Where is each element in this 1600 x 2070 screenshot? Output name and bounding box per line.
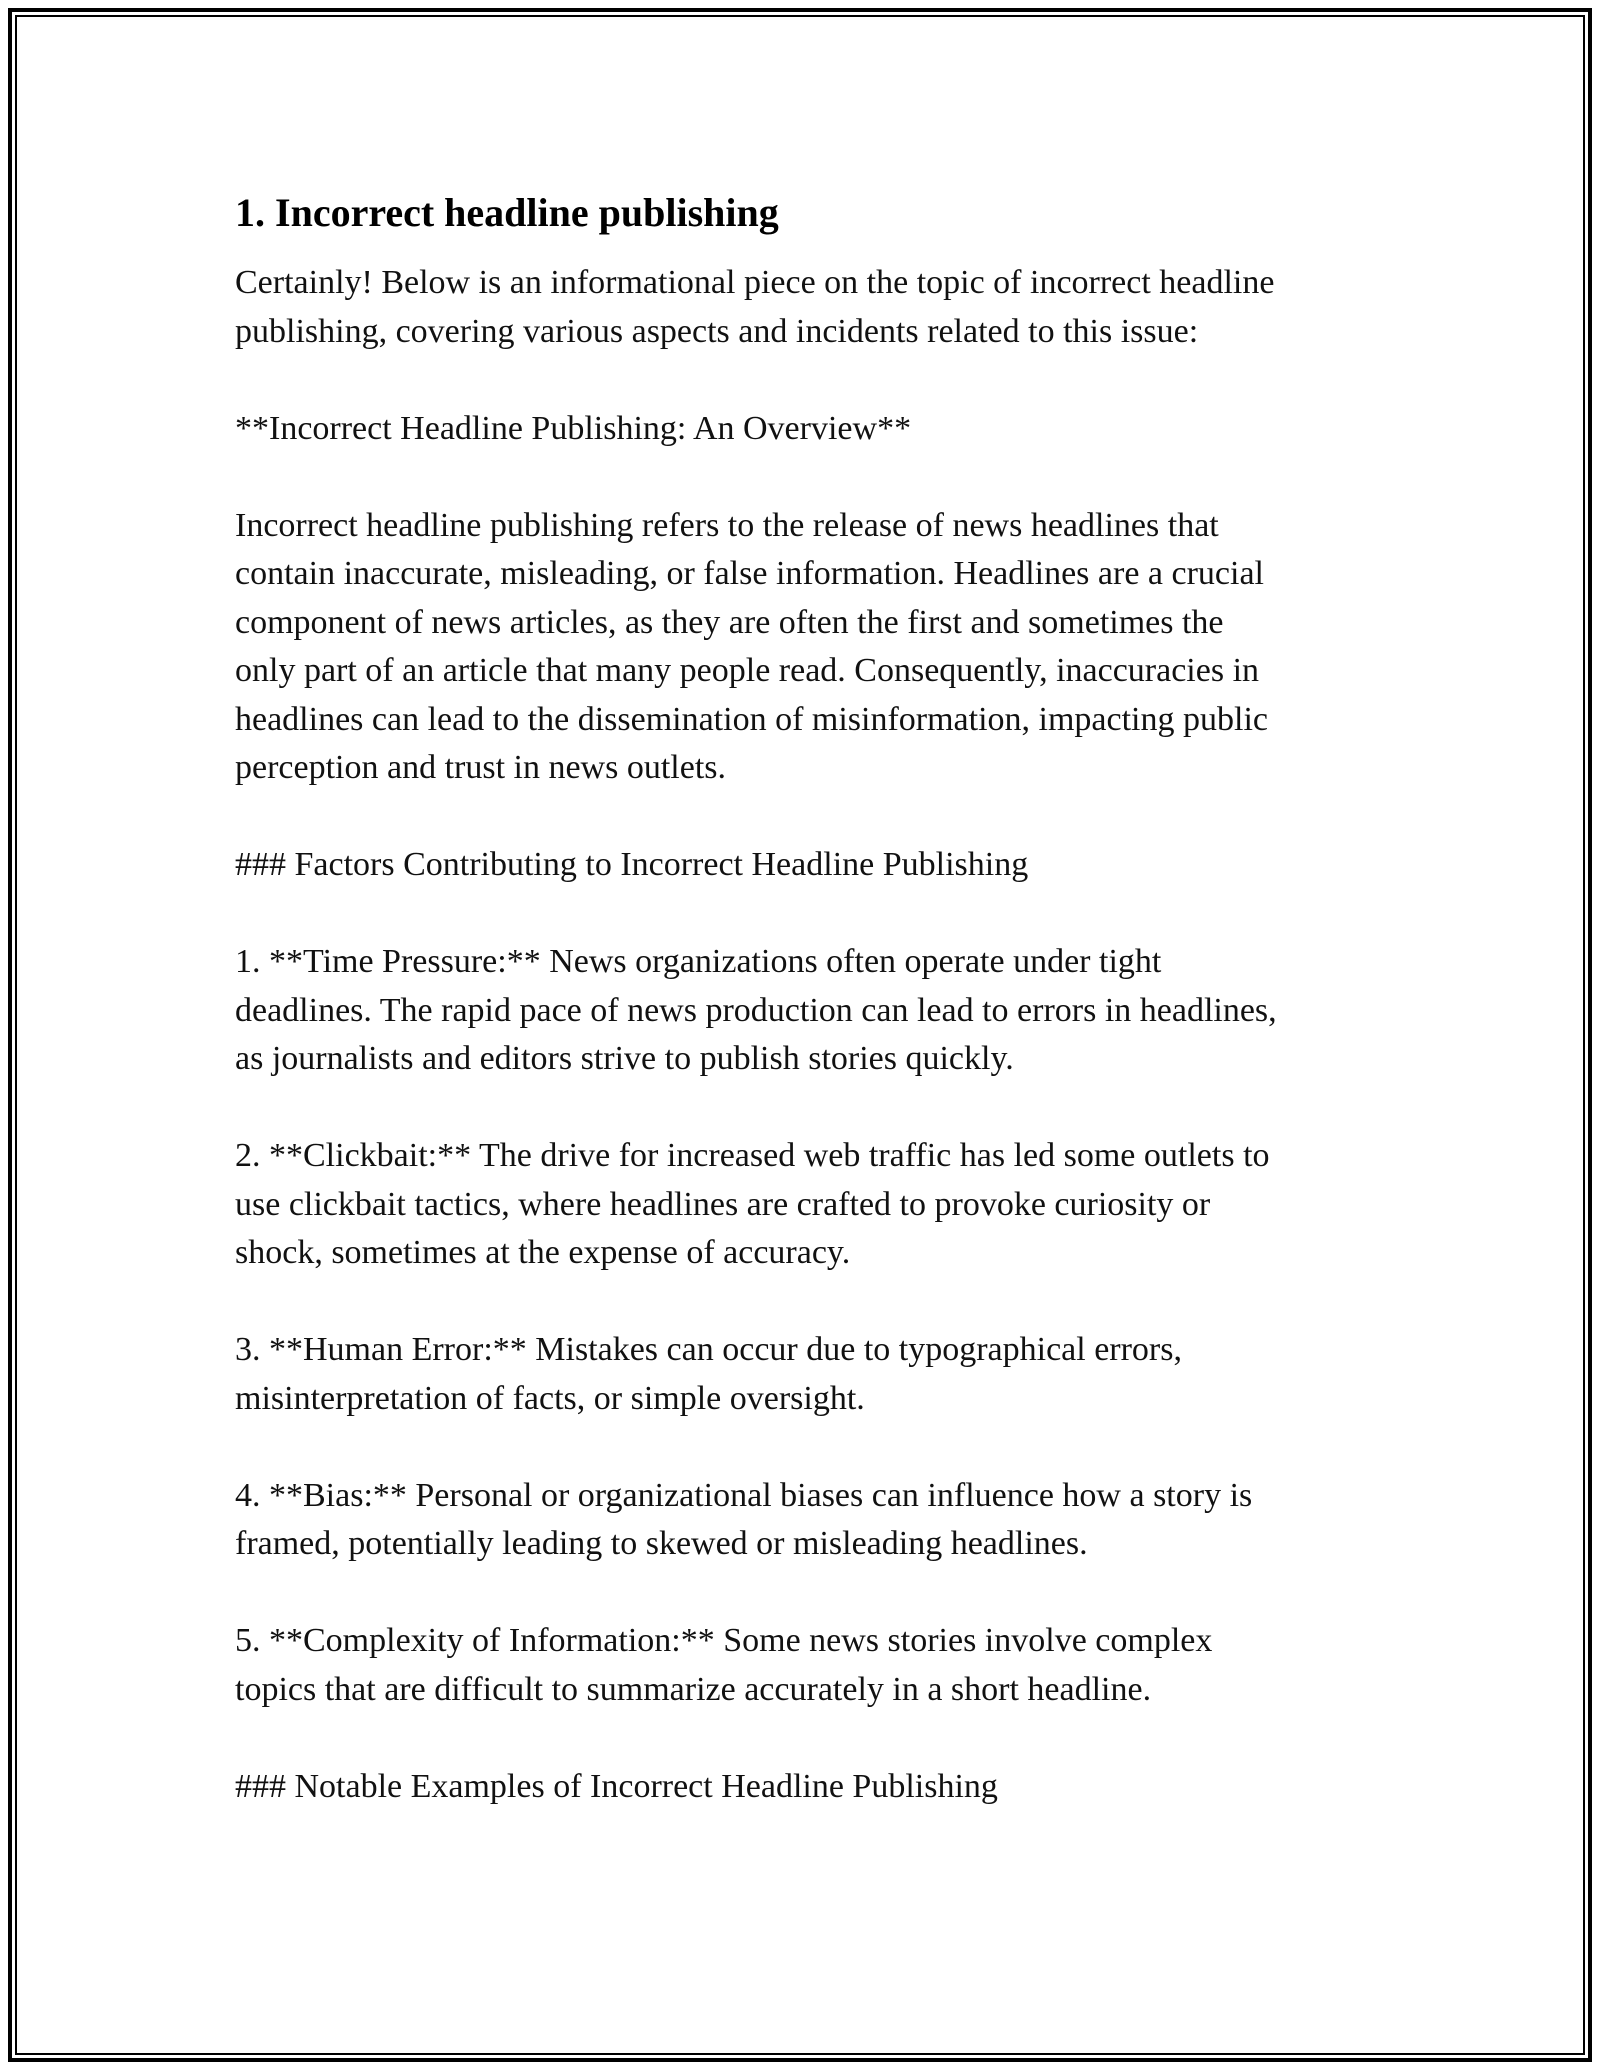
- text-line: framed, potentially leading to skewed or misleading headlines.: [235, 1525, 1088, 1562]
- text-line: 5. **Complexity of Information:** Some news stories involve complex: [235, 1622, 1213, 1659]
- text-line: perception and trust in news outlets.: [235, 749, 727, 786]
- text-line: 3. **Human Error:** Mistakes can occur due to typographical errors,: [235, 1331, 1182, 1368]
- text-line: deadlines. The rapid pace of news production can lead to errors in headlines,: [235, 991, 1277, 1029]
- text-line: ### Notable Examples of Incorrect Headline Publishing: [235, 1767, 998, 1805]
- text-line: 4. **Bias:** Personal or organizational biases can influence how a story is: [235, 1476, 1253, 1514]
- text-line: publishing, covering various aspects and incidents related to this issue:: [235, 312, 1199, 350]
- paragraph-factors-heading: [235, 841, 1365, 890]
- document-title: 1. Incorrect headline publishing: [235, 190, 779, 235]
- text-line: Incorrect headline publishing refers to the release of news headlines that: [235, 506, 1219, 544]
- text-line: headlines can lead to the dissemination of misinformation, impacting public: [235, 700, 1268, 738]
- text-line: misinterpretation of facts, or simple oversight.: [235, 1379, 865, 1417]
- paragraph-definition: [235, 502, 1365, 793]
- text-line: 2. **Clickbait:** The drive for increased web traffic has led some outlets to: [235, 1137, 1270, 1174]
- text-line: use clickbait tactics, where headlines are crafted to provoke curiosity or: [235, 1185, 1211, 1223]
- text-line: component of news articles, as they are often the first and sometimes the: [235, 603, 1224, 641]
- text-line: **Incorrect Headline Publishing: An Overview**: [235, 409, 912, 447]
- list-item-human-error: [235, 1326, 1365, 1423]
- text-line: Certainly! Below is an informational piece on the topic of incorrect headline: [235, 264, 1275, 301]
- text-line: contain inaccurate, misleading, or false information. Headlines are a crucial: [235, 555, 1264, 592]
- paragraph-examples-heading: [235, 1763, 1365, 1812]
- text-line: 1. **Time Pressure:** News organizations often operate under tight: [235, 943, 1162, 980]
- paragraph-overview-heading: [235, 405, 1365, 454]
- list-item-clickbait: [235, 1132, 1365, 1278]
- paragraph-intro: [235, 259, 1365, 356]
- text-line: ### Factors Contributing to Incorrect Headline Publishing: [235, 846, 1029, 883]
- text-line: topics that are difficult to summarize accurately in a short headline.: [235, 1670, 1152, 1708]
- list-item-bias: [235, 1472, 1365, 1569]
- text-line: only part of an article that many people read. Consequently, inaccuracies in: [235, 652, 1260, 689]
- text-line: as journalists and editors strive to publish stories quickly.: [235, 1040, 1014, 1077]
- list-item-time-pressure: [235, 938, 1365, 1084]
- document-body: [235, 185, 1365, 1860]
- list-item-complexity: [235, 1617, 1365, 1714]
- text-line: shock, sometimes at the expense of accuracy.: [235, 1234, 851, 1271]
